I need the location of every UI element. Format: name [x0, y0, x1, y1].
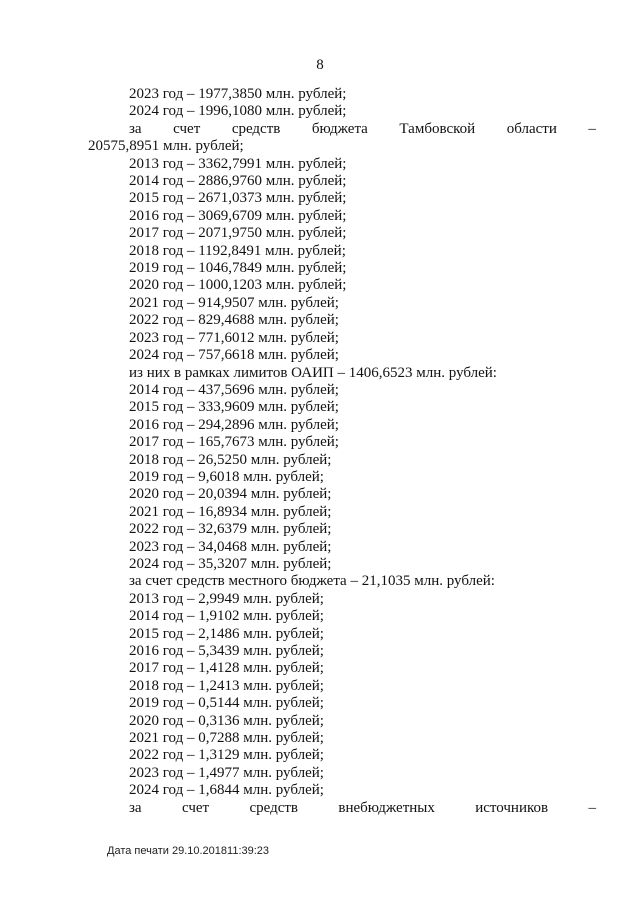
- funding-line: 2023 год – 1977,3850 млн. рублей;: [129, 86, 347, 102]
- heading-word: средств: [231, 120, 281, 137]
- heading-word: за: [129, 120, 142, 137]
- funding-line: 2018 год – 1,2413 млн. рублей;: [129, 677, 324, 694]
- funding-line: 2017 год – 165,7673 млн. рублей;: [129, 434, 339, 451]
- funding-line: из них в рамках лимитов ОАИП – 1406,6523 млн. рублей:: [129, 364, 497, 381]
- funding-line: 2015 год – 2,1486 млн. рублей;: [129, 625, 324, 642]
- funding-line: 2023 год – 1,4977 млн. рублей;: [129, 764, 324, 781]
- document-body: [88, 86, 596, 817]
- funding-line: 2014 год – 437,5696 млн. рублей;: [129, 381, 339, 398]
- regional-budget-total: 20575,8951 млн. рублей;: [88, 138, 244, 155]
- heading-word: бюджета: [311, 120, 368, 137]
- funding-line: 2023 год – 34,0468 млн. рублей;: [129, 538, 332, 555]
- heading-word: источников: [475, 799, 549, 816]
- funding-line: 2013 год – 2,9949 млн. рублей;: [129, 590, 324, 607]
- heading-word: за: [129, 799, 142, 816]
- funding-line: 2015 год – 2671,0373 млн. рублей;: [129, 190, 347, 207]
- funding-line: 2024 год – 35,3207 млн. рублей;: [129, 555, 332, 572]
- heading-word: Тамбовской: [399, 120, 476, 137]
- funding-line: 2017 год – 2071,9750 млн. рублей;: [129, 225, 347, 242]
- funding-line: 2019 год – 0,5144 млн. рублей;: [129, 695, 324, 712]
- funding-line: 2021 год – 16,8934 млн. рублей;: [129, 503, 332, 520]
- funding-line: 2014 год – 1,9102 млн. рублей;: [129, 608, 324, 625]
- regional-budget-heading: [88, 121, 596, 138]
- funding-line: 2022 год – 32,6379 млн. рублей;: [129, 521, 332, 538]
- funding-line: 2020 год – 1000,1203 млн. рублей;: [129, 277, 347, 294]
- funding-line: 2021 год – 0,7288 млн. рублей;: [129, 730, 324, 747]
- funding-line: 2022 год – 1,3129 млн. рублей;: [129, 747, 324, 764]
- funding-lines-regional-local: [88, 156, 596, 800]
- funding-line: за счет средств местного бюджета – 21,1035 млн. рублей:: [129, 573, 495, 590]
- heading-word: области: [506, 120, 557, 137]
- print-date-footer: Дата печати 29.10.201811:39:23: [107, 845, 270, 857]
- funding-line: 2016 год – 3069,6709 млн. рублей;: [129, 207, 347, 224]
- funding-lines-federal: [88, 86, 596, 121]
- heading-word: внебюджетных: [338, 799, 435, 816]
- funding-line: 2015 год – 333,9609 млн. рублей;: [129, 399, 339, 416]
- funding-line: 2023 год – 771,6012 млн. рублей;: [129, 329, 339, 346]
- funding-line: 2013 год – 3362,7991 млн. рублей;: [129, 155, 347, 172]
- funding-line: 2024 год – 757,6618 млн. рублей;: [129, 347, 339, 364]
- funding-line: 2014 год – 2886,9760 млн. рублей;: [129, 173, 347, 190]
- funding-line: 2019 год – 9,6018 млн. рублей;: [129, 468, 324, 485]
- heading-word: –: [588, 120, 596, 137]
- heading-word: счет: [173, 120, 201, 137]
- heading-word: –: [588, 799, 596, 816]
- funding-line: 2017 год – 1,4128 млн. рублей;: [129, 660, 324, 677]
- extrabudget-heading: [88, 800, 596, 817]
- funding-line: 2018 год – 26,5250 млн. рублей;: [129, 451, 332, 468]
- heading-word: средств: [249, 799, 299, 816]
- heading-word: счет: [181, 799, 210, 816]
- funding-line: 2021 год – 914,9507 млн. рублей;: [129, 294, 339, 311]
- funding-line: 2022 год – 829,4688 млн. рублей;: [129, 312, 339, 329]
- funding-line: 2020 год – 20,0394 млн. рублей;: [129, 486, 332, 503]
- funding-line: 2016 год – 5,3439 млн. рублей;: [129, 643, 324, 659]
- funding-line: 2016 год – 294,2896 млн. рублей;: [129, 416, 339, 433]
- page-number: 8: [316, 57, 324, 73]
- funding-line: 2019 год – 1046,7849 млн. рублей;: [129, 260, 347, 277]
- funding-line: 2024 год – 1996,1080 млн. рублей;: [129, 103, 347, 120]
- funding-line: 2020 год – 0,3136 млн. рублей;: [129, 712, 324, 729]
- funding-line: 2024 год – 1,6844 млн. рублей;: [129, 782, 324, 799]
- funding-line: 2018 год – 1192,8491 млн. рублей;: [129, 242, 346, 259]
